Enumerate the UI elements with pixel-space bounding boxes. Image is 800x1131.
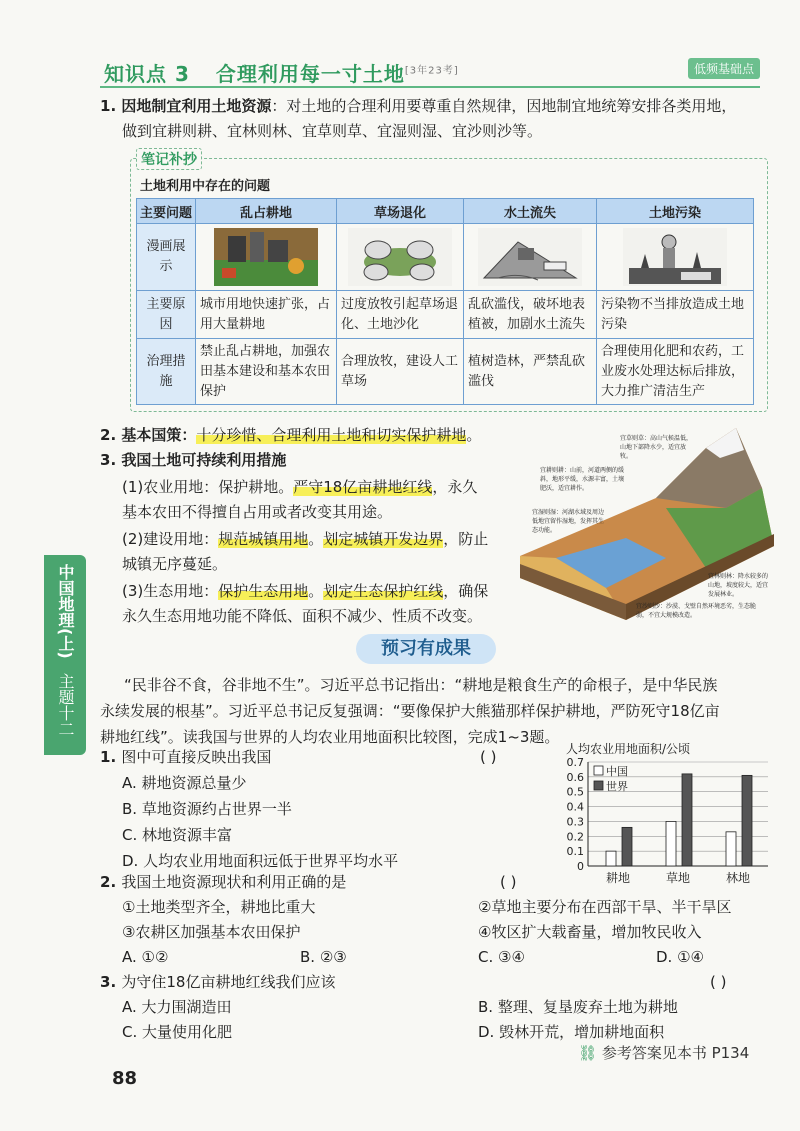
comic-cell <box>336 224 463 291</box>
measure-2-highlight-b: 划定城镇开发边界 <box>323 530 444 548</box>
legend-label: 中国 <box>606 765 628 778</box>
q2-answer-blank[interactable]: ( ) <box>500 873 517 891</box>
item-1-title: 因地制宜利用土地资源 <box>121 97 272 115</box>
q1-option-d[interactable]: D. 人均农业用地面积远低于世界平均水平 <box>122 852 399 870</box>
bar-中国-林地 <box>726 832 736 866</box>
q1-number: 1 <box>100 748 111 766</box>
measure-1-tail: ，永久 <box>432 478 478 496</box>
intro-line-3: 耕地红线”。读我国与世界的人均农业用地面积比较图，完成1~3题。 <box>100 728 560 746</box>
y-tick-label: 0.6 <box>566 770 584 784</box>
chart-title: 人均农业用地面积/公顷 <box>566 742 691 756</box>
link-icon: ⛓ <box>578 1044 598 1062</box>
kp-frequency-sup: [3年23考] <box>404 65 459 77</box>
intro-line-2: 永续发展的根基”。习近平总书记反复强调：“要像保护大熊猫那样保护耕地，严防死守18亿亩 <box>100 702 720 720</box>
kp-label: 知识点 3 <box>104 62 190 86</box>
table-header-row <box>137 199 754 224</box>
measure-cell: 禁止乱占耕地，加强农田基本建设和基本农田保护 <box>196 339 337 405</box>
y-tick-label: 0.3 <box>566 815 584 829</box>
answer-reference-text: 参考答案见本书 P134 <box>601 1044 750 1062</box>
q2-stem: 我国土地资源现状和利用正确的是 <box>121 873 347 891</box>
q1-option-b[interactable]: B. 草地资源约占世界一半 <box>122 800 292 818</box>
q1-answer-blank[interactable]: ( ) <box>480 748 497 766</box>
comic-grassland-degradation-image <box>348 228 452 286</box>
y-tick-label: 0 <box>577 860 584 873</box>
item-1-line1: ：对土地的合理利用要尊重自然规律，因地制宜地统筹安排各类用地， <box>271 97 737 115</box>
bar-中国-草地 <box>666 821 676 866</box>
measure-3-line2: 永久生态用地功能不降低、面积不减少、性质不改变。 <box>122 607 483 625</box>
y-tick-label: 0.2 <box>566 830 584 844</box>
question-1: 1. 图中可直接反映出我国 ( ) A. 耕地资源总量少 B. 草地资源约占世界一半 C. 林地资源丰富 D. 人均农业用地面积远低于世界平均水平 <box>100 744 560 874</box>
q2-option-c[interactable]: C. ③④ <box>478 948 525 966</box>
frequency-badge: 低频基础点 <box>688 58 760 79</box>
item-2-end: 。 <box>466 426 482 444</box>
measure-3-sep: 。 <box>308 582 324 600</box>
legend-swatch <box>594 781 603 790</box>
q2-option-a[interactable]: A. ①② <box>122 948 169 966</box>
comic-farmland-occupation-image <box>214 228 318 286</box>
measure-cell: 植树造林，严禁乱砍滥伐 <box>463 339 596 405</box>
table-header-cell: 草场退化 <box>336 199 463 224</box>
comic-cell <box>463 224 596 291</box>
comic-cell <box>196 224 337 291</box>
row-header-measure: 治理措施 <box>137 339 196 405</box>
table-row-comics <box>137 224 754 291</box>
q2-option-b[interactable]: B. ②③ <box>300 948 347 966</box>
bar-世界-林地 <box>742 775 752 866</box>
item-2: 2. 基本国策：十分珍惜、合理利用土地和切实保护耕地。 <box>100 426 482 444</box>
x-tick-label: 草地 <box>665 871 691 885</box>
q1-option-a[interactable]: A. 耕地资源总量少 <box>122 774 247 792</box>
diagram-label-desert: 宜沙则沙：沙漠、戈壁自然环境恶劣，生态脆弱，不宜大规模改造。 <box>636 603 757 619</box>
q2-option-d[interactable]: D. ①④ <box>656 948 704 966</box>
knowledge-point-header <box>104 58 459 87</box>
q3-number: 3 <box>100 973 111 991</box>
item-1: 1. 因地制宜利用土地资源：对土地的合理利用要尊重自然规律，因地制宜地统筹安排各类用地， 做到宜耕则耕、宜林则林、宜草则草、宜湿则湿、宜沙则沙等。 <box>100 94 770 144</box>
comic-soil-erosion-image <box>478 228 582 286</box>
row-header-comic: 漫画展示 <box>137 224 196 291</box>
y-tick-label: 0.4 <box>566 800 584 814</box>
measure-2-sep: 。 <box>308 530 324 548</box>
bar-世界-耕地 <box>622 827 632 866</box>
q1-option-c[interactable]: C. 林地资源丰富 <box>122 826 233 844</box>
diagram-label-grass: 宜草则草：高山气候温低，山地下部降水少，适宜放牧。 <box>620 435 693 460</box>
measure-3-highlight-b: 划定生态保护红线 <box>323 582 444 600</box>
q3-stem: 为守住18亿亩耕地红线我们应该 <box>121 973 336 991</box>
table-header-cell: 乱占耕地 <box>196 199 337 224</box>
measure-2-tail: ，防止 <box>443 530 489 548</box>
q3-answer-blank[interactable]: ( ) <box>710 973 727 991</box>
measure-2-lead: (2)建设用地： <box>122 530 219 548</box>
question-3: 3. 为守住18亿亩耕地红线我们应该 ( ) A. 大力围湖造田 B. 整理、复垦废弃土地为耕地 C. 大量使用化肥 D. 毁林开荒，增加耕地面积 <box>100 970 770 1045</box>
legend-swatch <box>594 766 603 775</box>
item-1-number: 1 <box>100 97 111 115</box>
side-tab-theme: 主题十二 <box>56 673 75 737</box>
y-tick-label: 0.1 <box>566 845 584 859</box>
item-2-label: 基本国策： <box>121 426 197 444</box>
measure-3-lead: (3)生态用地： <box>122 582 219 600</box>
q3-option-b[interactable]: B. 整理、复垦废弃土地为耕地 <box>478 998 678 1016</box>
measure-2-line2: 城镇无序蔓延。 <box>122 555 228 573</box>
reason-cell: 污染物不当排放造成土地污染 <box>596 291 753 339</box>
q2-statement-2: ②草地主要分布在西部干旱、半干旱区 <box>478 898 732 916</box>
header-divider <box>100 86 760 88</box>
section-banner: 预习有成果 <box>356 634 496 664</box>
land-problems-table <box>136 198 754 405</box>
measure-3-tail: ，确保 <box>443 582 489 600</box>
table-header-cell: 土地污染 <box>596 199 753 224</box>
note-title: 土地利用中存在的问题 <box>140 179 271 194</box>
measure-1-highlight: 严守18亿亩耕地红线 <box>293 478 433 496</box>
reason-cell: 乱砍滥伐，破坏地表植被，加剧水土流失 <box>463 291 596 339</box>
table-header-cell: 主要问题 <box>137 199 196 224</box>
measure-3-highlight-a: 保护生态用地 <box>218 582 309 600</box>
item-3-number: 3 <box>100 451 111 469</box>
q2-statement-4: ④牧区扩大载畜量，增加牧民收入 <box>478 923 702 941</box>
q3-option-a[interactable]: A. 大力围湖造田 <box>122 998 232 1016</box>
reason-cell: 城市用地快速扩张，占用大量耕地 <box>196 291 337 339</box>
item-3: 3. 我国土地可持续利用措施 (1)农业用地：保护耕地。严守18亿亩耕地红线，永久 基本农田不得擅自占用或者改变其用途。 (2)建设用地：规范城镇用地。划定城镇开发边界，防止 城镇无序蔓延。 (3)生态用地：保护生态用地。划定生态保护红线，确保 永久生态用地功能不降低、面积不减少、性质不改变。 <box>100 448 510 629</box>
note-tag: 笔记补抄 <box>136 148 202 170</box>
y-tick-label: 0.5 <box>566 785 584 799</box>
table-header-cell: 水土流失 <box>463 199 596 224</box>
kp-title: 合理利用每一寸土地 <box>215 62 405 86</box>
x-tick-label: 林地 <box>725 871 751 885</box>
comic-cell <box>596 224 753 291</box>
q2-number: 2 <box>100 873 111 891</box>
comic-land-pollution-image <box>623 228 727 286</box>
bar-世界-草地 <box>682 774 692 866</box>
table-row-measures <box>137 339 754 405</box>
reason-cell: 过度放牧引起草场退化、土地沙化 <box>336 291 463 339</box>
question-2: 2. 我国土地资源现状和利用正确的是 ( ) ①土地类型齐全，耕地比重大 ②草地主要分布在西部干旱、半干旱区 ③农耕区加强基本农田保护 ④牧区扩大载畜量，增加牧民收入 A. ①② B. ②③ C. ③④ D. ①④ <box>100 870 770 970</box>
y-tick-label: 0.7 <box>566 756 584 769</box>
measure-1-lead: (1)农业用地：保护耕地。 <box>122 478 294 496</box>
answer-reference <box>578 1042 749 1063</box>
item-2-number: 2 <box>100 426 111 444</box>
x-tick-label: 耕地 <box>605 871 631 885</box>
q3-option-d[interactable]: D. 毁林开荒，增加耕地面积 <box>478 1023 665 1041</box>
q2-statement-3: ③农耕区加强基本农田保护 <box>122 923 301 941</box>
intro-line-1: “民非谷不食，谷非地不生”。习近平总书记指出：“耕地是粮食生产的命根子，是中华民族 <box>124 676 718 694</box>
row-header-reason: 主要原因 <box>137 291 196 339</box>
item-3-title: 我国土地可持续利用措施 <box>121 451 287 469</box>
side-tab-subject: 中国地理(上) <box>56 563 75 659</box>
q3-option-c[interactable]: C. 大量使用化肥 <box>122 1023 233 1041</box>
page-number: 88 <box>112 1068 138 1089</box>
measure-cell: 合理放牧，建设人工草场 <box>336 339 463 405</box>
measure-cell: 合理使用化肥和农药，工业废水处理达标后排放，大力推广清洁生产 <box>596 339 753 405</box>
item-2-highlight: 十分珍惜、合理利用土地和切实保护耕地 <box>196 426 467 444</box>
diagram-label-farm: 宜耕则耕：山前，河道两侧的缓斜，地形平缓，水源丰富，土壤肥沃，适宜耕作。 <box>540 467 625 492</box>
item-1-line2: 做到宜耕则耕、宜林则林、宜草则草、宜湿则湿、宜沙则沙等。 <box>122 122 543 140</box>
intro-paragraph <box>100 672 774 750</box>
table-row-reasons <box>137 291 754 339</box>
legend-label: 世界 <box>606 780 628 793</box>
q1-stem: 图中可直接反映出我国 <box>121 748 272 766</box>
diagram-label-wetland: 宜湿则湿：河湖水域及周边低地宜留作湿地，发挥其生态功能。 <box>532 509 605 534</box>
chapter-side-tab <box>44 555 86 755</box>
diagram-label-forest: 宜林则林：降水较多的山地，坡度较大，适宜发展林业。 <box>708 573 769 598</box>
measure-1-line2: 基本农田不得擅自占用或者改变其用途。 <box>122 503 393 521</box>
measure-2-highlight-a: 规范城镇用地 <box>218 530 309 548</box>
q2-statement-1: ①土地类型齐全，耕地比重大 <box>122 898 316 916</box>
bar-中国-耕地 <box>606 851 616 866</box>
